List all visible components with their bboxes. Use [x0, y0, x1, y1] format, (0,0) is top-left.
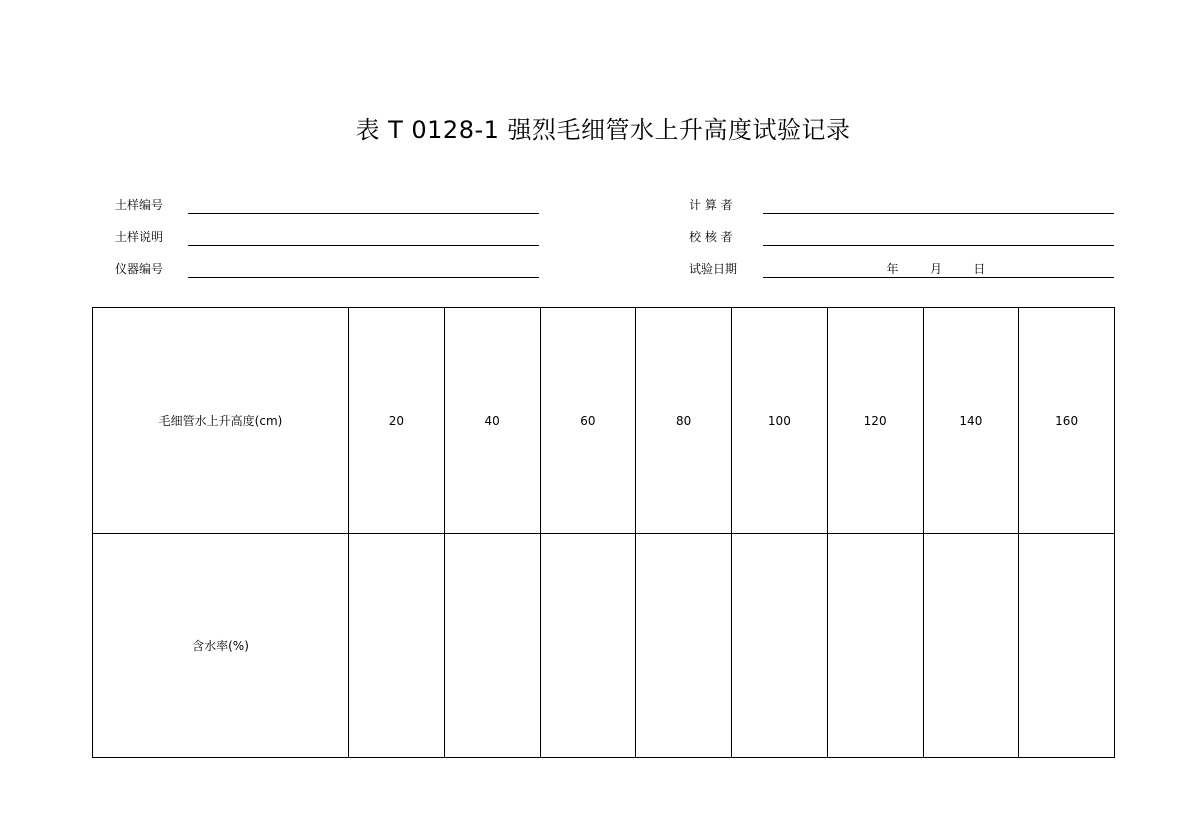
table-row — [93, 308, 1115, 534]
moisture-cell[interactable] — [636, 534, 732, 758]
moisture-cell[interactable] — [1019, 534, 1115, 758]
moisture-cell[interactable] — [732, 534, 828, 758]
sample-description-label: 土样说明 — [115, 230, 164, 244]
height-cell: 20 — [349, 308, 445, 534]
instrument-number-field — [115, 260, 540, 282]
record-table — [92, 307, 1115, 758]
checker-label: 校 核 者 — [689, 230, 733, 244]
calculator-label: 计 算 者 — [689, 198, 733, 212]
checker-field — [689, 228, 1115, 250]
instrument-number-input[interactable] — [188, 260, 539, 278]
checker-input[interactable] — [763, 228, 1114, 246]
height-cell: 120 — [827, 308, 923, 534]
sample-description-input[interactable] — [188, 228, 539, 246]
capillary-height-header: 毛细管水上升高度(cm) — [93, 308, 349, 534]
test-date-label: 试验日期 — [689, 262, 738, 276]
test-date-field — [689, 260, 1115, 282]
height-cell: 80 — [636, 308, 732, 534]
moisture-cell[interactable] — [827, 534, 923, 758]
instrument-number-label: 仪器编号 — [115, 262, 164, 276]
height-cell: 160 — [1019, 308, 1115, 534]
moisture-content-header: 含水率(%) — [93, 534, 349, 758]
height-cell: 100 — [732, 308, 828, 534]
height-cell: 60 — [540, 308, 636, 534]
moisture-cell[interactable] — [444, 534, 540, 758]
document-title: 表 T 0128-1 强烈毛细管水上升高度试验记录 — [355, 116, 851, 144]
sample-description-field — [115, 228, 540, 250]
moisture-cell[interactable] — [349, 534, 445, 758]
sample-number-field — [115, 196, 540, 218]
table-row — [93, 534, 1115, 758]
height-cell: 40 — [444, 308, 540, 534]
calculator-input[interactable] — [763, 196, 1114, 214]
test-date-input[interactable]: 年 月 日 — [763, 260, 1114, 278]
moisture-cell[interactable] — [923, 534, 1019, 758]
calculator-field — [689, 196, 1115, 218]
sample-number-input[interactable] — [188, 196, 539, 214]
sample-number-label: 土样编号 — [115, 198, 164, 212]
moisture-cell[interactable] — [540, 534, 636, 758]
height-cell: 140 — [923, 308, 1019, 534]
